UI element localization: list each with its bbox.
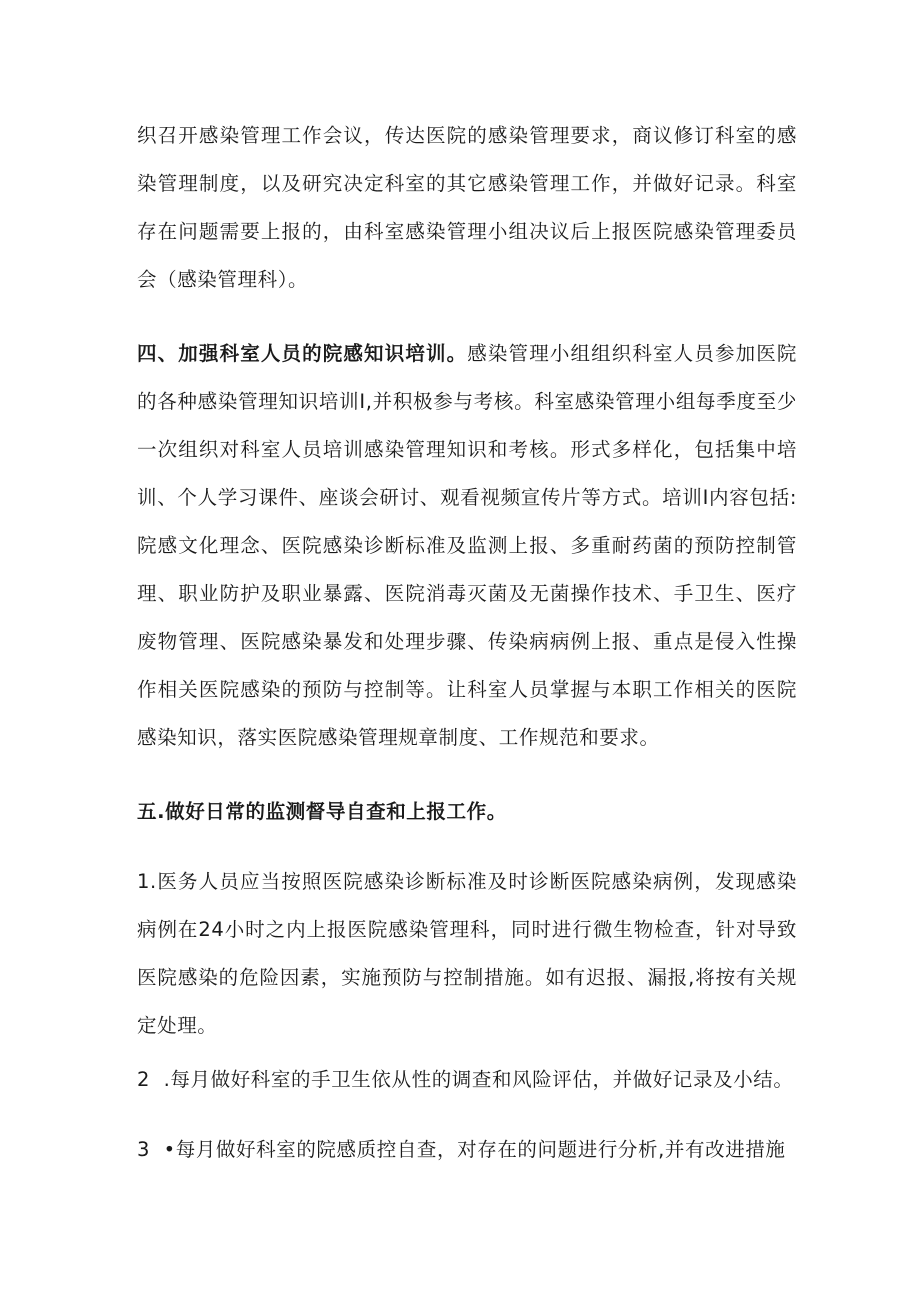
item-1-text: 医务人员应当按照医院感染诊断标准及时诊断医院感染病例，发现感染病例在24小时之内上报医院感染管理科，同时进行微生物检查，针对导致医院感染的危险因素，实施预防与控制措施。如有迟报、漏报,将按有关规定处理。 (137, 870, 797, 1037)
paragraph-continuation: 织召开感染管理工作会议，传达医院的感染管理要求，商议修订科室的感染管理制度，以及研究决定科室的其它感染管理工作，并做好记录。科室存在问题需要上报的，由科室感染管理小组决议后上报医院感染管理委员会（感染管理科）。 (137, 124, 797, 291)
section-4-heading: 四、加强科室人员的院感知识培训。 (137, 342, 468, 365)
section-5-heading: 五.做好日常的监测督导自查和上报工作。 (137, 800, 507, 823)
section-4-body: 感染管理小组组织科室人员参加医院的各种感染管理知识培训I,并积极参与考核。科室感染管理小组每季度至少一次组织对科室人员培训感染管理知识和考核。形式多样化，包括集中培训、个人学习课件、座谈会研讨、观看视频宣传片等方式。培训I内容包括:院感文化理念、医院感染诊断标准及监测上报、多重耐药菌的预防控制管理、职业防护及职业暴露、医院消毒灭菌及无菌操作技术、手卫生、医疗废物管理、医院感染暴发和处理步骤、传染病病例上报、重点是侵入性操作相关医院感染的预防与控制等。让科室人员掌握与本职工作相关的医院感染知识，落实医院感染管理规章制度、工作规范和要求。 (137, 342, 797, 749)
section-5-item-1 (137, 858, 797, 1050)
item-3-label: 3 • (137, 1138, 176, 1161)
section-5-item-2 (137, 1056, 797, 1104)
item-1-label: 1. (137, 870, 157, 893)
item-2-text: 每月做好科室的手卫生依从性的调查和风险评估，并做好记录及小结。 (170, 1068, 794, 1091)
item-2-label: 2 . (137, 1068, 171, 1091)
item-3-text: 每月做好科室的院感质控自查，对存在的问题进行分析,并有改进措施 (175, 1138, 786, 1161)
document-page (137, 112, 797, 1174)
section-4-paragraph (137, 330, 797, 762)
section-5-item-3 (137, 1126, 797, 1174)
